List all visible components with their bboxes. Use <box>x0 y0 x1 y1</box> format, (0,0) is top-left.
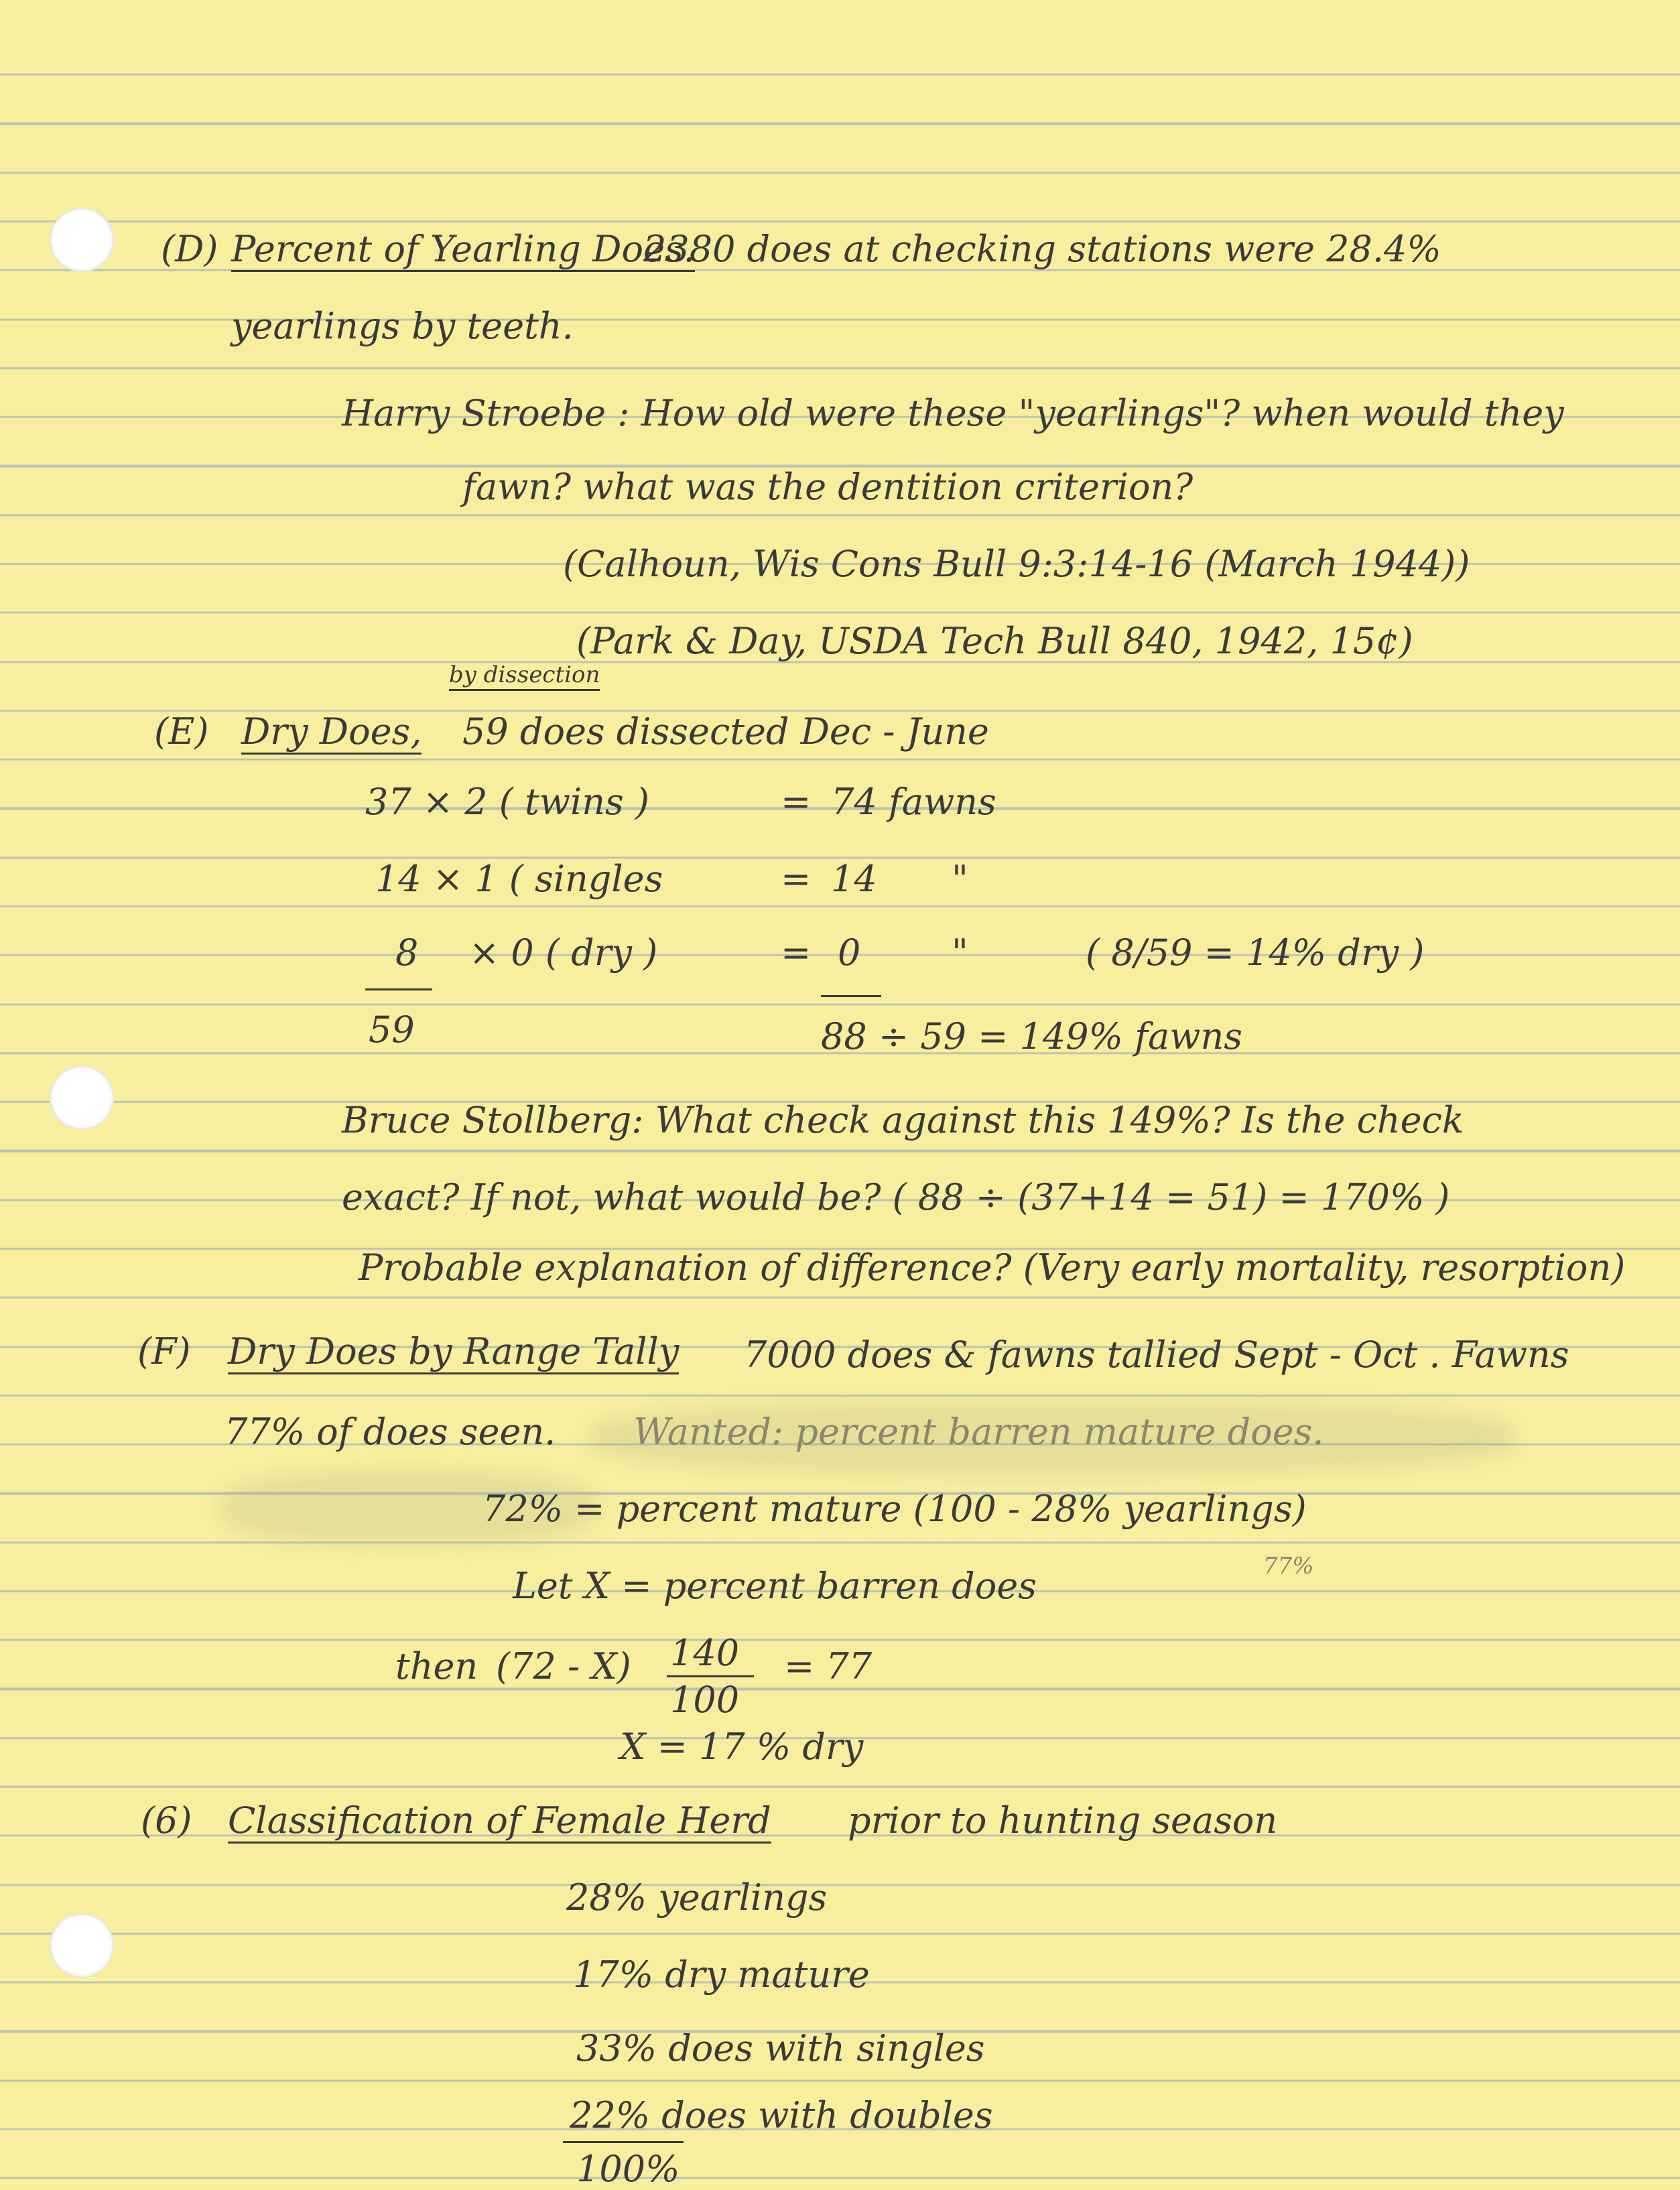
section-f-then: then <box>395 1645 478 1687</box>
sum-line-right <box>821 995 881 997</box>
section-d-question2: fawn? what was the dentition criterion? <box>462 466 1193 508</box>
section-f-calc1: 72% = percent mature (100 - 28% yearlings) <box>482 1488 1307 1530</box>
calc-row-twins-eq: = <box>781 781 812 823</box>
section-e-question1: Bruce Stollberg: What check against this 149%? Is the check <box>342 1099 1464 1141</box>
calc-row-singles-left: 14 × 1 ( singles <box>375 858 663 900</box>
calc-row-dry-mid: × 0 ( dry ) <box>469 931 658 974</box>
calc-row-singles-eq: = <box>781 858 812 900</box>
calc-total-fawns: 88 ÷ 59 = 149% fawns <box>821 1015 1243 1057</box>
calc-row-dry-eq: = <box>781 931 812 974</box>
classification-item: 22% does with doubles <box>570 2094 993 2136</box>
section-f-faint-note: 77% <box>1263 1553 1314 1580</box>
sum-line-left <box>365 988 432 990</box>
section-d-line2: yearlings by teeth. <box>231 305 574 347</box>
binder-hole <box>50 1913 114 1978</box>
calc-row-singles-ditto: " <box>952 858 968 900</box>
fraction-bar <box>667 1675 754 1677</box>
section-e-insert-note: by dissection <box>449 663 600 691</box>
classification-sum-line <box>563 2141 684 2143</box>
section-d-reference2: (Park & Day, USDA Tech Bull 840, 1942, 15¢) <box>576 620 1413 662</box>
calc-row-dry-note: ( 8/59 = 14% dry ) <box>1086 931 1425 974</box>
section-d-reference1: (Calhoun, Wis Cons Bull 9:3:14-16 (March 1944)) <box>563 543 1470 585</box>
calc-row-dry-count: 8 <box>395 931 419 974</box>
calc-row-dry-right: 0 <box>838 931 861 974</box>
classification-total: 100% <box>576 2148 680 2190</box>
calc-row-singles-right: 14 <box>831 858 877 900</box>
classification-item: 17% dry mature <box>573 1953 870 1996</box>
section-f-line2b: Wanted: percent barren mature does. <box>633 1411 1324 1453</box>
calc-row-twins-right: 74 fawns <box>831 781 996 823</box>
section-f-heading: Dry Does by Range Tally <box>228 1334 679 1374</box>
calc-row-twins-left: 37 × 2 ( twins ) <box>365 781 649 823</box>
classification-item: 28% yearlings <box>566 1876 828 1919</box>
section-f-marker: (F) <box>137 1330 191 1372</box>
section-f-expression: (72 - X) <box>496 1645 631 1687</box>
section-f-result: = 77 <box>784 1645 873 1687</box>
section-e-marker: (E) <box>154 710 209 753</box>
section-e-question3: Probable explanation of difference? (Very early mortality, resorption) <box>359 1246 1626 1289</box>
fraction-denominator: 100 <box>670 1679 740 1721</box>
classification-item: 33% does with singles <box>576 2027 985 2069</box>
section-f-line2a: 77% of does seen. <box>224 1411 556 1453</box>
binder-hole <box>50 208 114 272</box>
section-g-heading-tail: prior to hunting season <box>848 1799 1278 1842</box>
section-f-calc2: Let X = percent barren does <box>513 1565 1037 1607</box>
section-f-line1: 7000 does & fawns tallied Sept - Oct . Fawns <box>744 1334 1569 1376</box>
fraction-numerator: 140 <box>670 1632 740 1674</box>
section-d-line1: 2380 does at checking stations were 28.4% <box>643 228 1441 270</box>
section-e-line1: 59 does dissected Dec - June <box>462 710 989 753</box>
binder-hole <box>50 1066 114 1130</box>
section-e-heading: Dry Does, <box>241 714 422 755</box>
section-f-calc4: X = 17 % dry <box>620 1726 864 1768</box>
section-d-question1: Harry Stroebe : How old were these "yearlings"? when would they <box>342 392 1564 434</box>
section-d-heading: Percent of Yearling Does. <box>231 231 695 272</box>
calc-row-dry-ditto: " <box>952 931 968 974</box>
section-g-heading: Classification of Female Herd <box>228 1803 771 1844</box>
calc-total-does: 59 <box>369 1009 415 1051</box>
section-g-marker: (6) <box>141 1799 192 1842</box>
section-e-question2: exact? If not, what would be? ( 88 ÷ (37+14 = 51) = 170% ) <box>342 1176 1450 1218</box>
section-d-marker: (D) <box>161 228 218 270</box>
